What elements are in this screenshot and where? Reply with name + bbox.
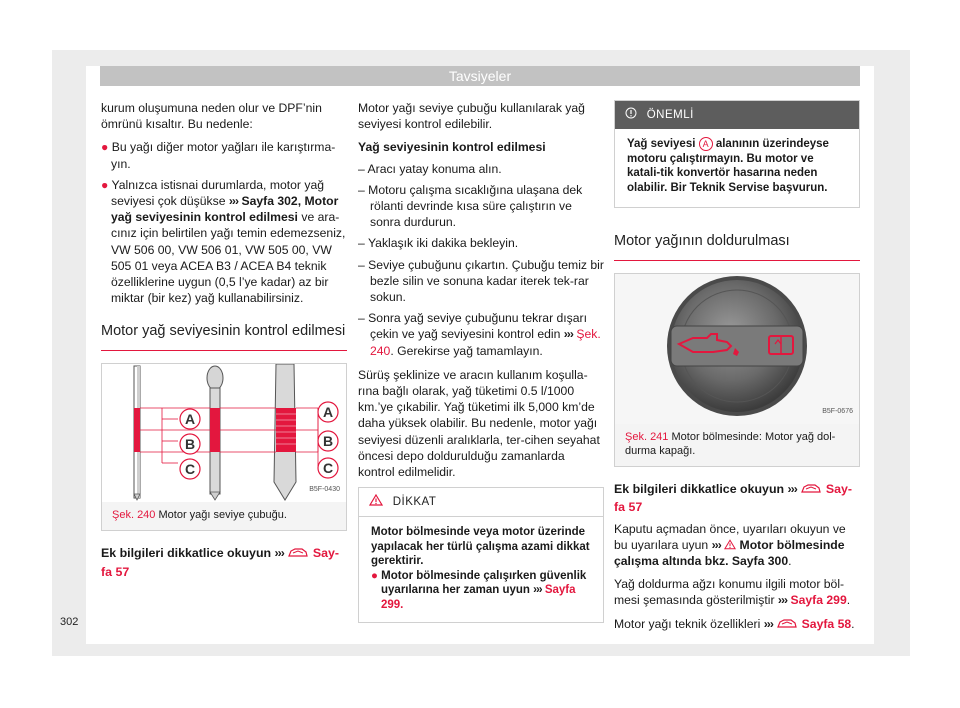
figure-241 [614, 273, 860, 467]
marker-a: A [699, 137, 713, 151]
svg-text:A: A [322, 404, 334, 421]
warning-box [358, 487, 604, 623]
label-circles-right [318, 402, 338, 478]
column-2 [358, 100, 604, 623]
crossref-link[interactable]: Motor bölmesinde çalışma altında bkz. Sayfa 300 [614, 537, 845, 569]
warning-triangle-icon [369, 496, 383, 508]
column-3 [614, 100, 860, 641]
svg-text:B: B [184, 436, 196, 453]
figure-caption: Şek. 241 Motor bölmesinde: Motor yağ dol-durma kapağı. [625, 431, 836, 458]
step-item: – Aracı yatay konuma alın. [358, 161, 502, 176]
bullet-item: ● Motor bölmesinde çalışırken güvenlik uyarılarına her zaman uyun ››› Sayfa 299. [371, 569, 587, 611]
bullet-dot-icon: ● [101, 140, 109, 155]
column-1 [101, 100, 347, 585]
reference-line: Ek bilgileri dikkatlice okuyun ››› Say-fa 57 [101, 546, 340, 579]
section-title: Motor yağının doldurulması [614, 232, 860, 261]
car-book-icon [287, 547, 309, 563]
step-item: – Yaklaşık iki dakika bekleyin. [358, 236, 519, 251]
svg-text:A: A [184, 411, 196, 428]
page-number: 302 [60, 616, 79, 628]
oil-cap-drawing [615, 274, 859, 424]
warning-header: DİKKAT [359, 488, 603, 517]
svg-text:C: C [322, 460, 334, 477]
car-book-icon [776, 618, 798, 634]
warning-triangle-icon [724, 538, 736, 552]
warning-body: Motor bölmesinde veya motor üzerinde yapılacak her türlü çalışma azami dikkat gerektirir. ● Motor bölmesinde çalışırken güvenlik uyarılarına her zaman uyun ››› Sayfa 299. [359, 517, 603, 622]
dipstick-illustration [102, 364, 346, 502]
important-note-box [614, 100, 860, 208]
body-paragraph: Sürüş şeklinize ve aracın kullanım koşulla-rına bağlı olarak, yağ tüketimi 0.5 l/1000 km.’ye çıkabilir. Yağ tüketimi ilk 5,000 km’de daha yüksek olabilir. Bu nedenle, motor yağı seviyesi düzenli aralıklarla, ter-cihen seyahat öncesi depo doldurulduğu zamanlarda kontrol edilmelidir. [358, 367, 600, 480]
step-item: – Seviye çubuğunu çıkartın. Çubuğu temiz bir bezle silin ve sonuna kadar iterek tek-rar sokun. [358, 257, 604, 305]
step-item: – Motoru çalışma sıcaklığına ulaşana dek rölanti devrinde kısa süre çalıştırın ve sonra durdurun. [358, 182, 583, 230]
info-circle-icon [625, 109, 637, 121]
crossref-link[interactable]: Şek. 240 [370, 327, 601, 358]
label-circles-left [180, 409, 200, 479]
bullet-item: ● Yalnızca istisnai durumlarda, motor yağ seviyesi çok düşükse ››› Sayfa 302, Motor yağ seviyesinin kontrol edilmesi ve ara-cınız için belirtilen yağı temin edemezseniz, VW 506 00, VW 506 01, VW 505 00, VW 505 01 veya ACEA B3 / ACEA B4 teknik özelliklerine uygun (0,5 l’ye kadar) az bir miktar (bir kez) yağ kullanabilirsiniz. [101, 177, 346, 306]
crossref-link[interactable]: Say-fa 57 [614, 482, 853, 515]
section-title: Motor yağ seviyesinin kontrol edilmesi [101, 322, 347, 351]
header-title: Tavsiyeler [100, 66, 860, 86]
step-item: – Sonra yağ seviye çubuğunu tekrar dışarı çekin ve yağ seviyesini kontrol edin ››› Şek. 240. Gerekirse yağ tamamlayın. [358, 311, 601, 358]
body-paragraph: Motor yağı teknik özellikleri ››› Sayfa 58. [614, 616, 860, 634]
important-note-header: ÖNEMLİ [615, 101, 859, 129]
crossref-link[interactable]: Sayfa 299 [790, 593, 847, 608]
oil-cap-illustration [615, 274, 859, 424]
ref-arrows: ››› [228, 194, 239, 209]
crossref-link[interactable]: Sayfa 302, Motor yağ seviyesinin kontrol edilmesi [111, 194, 339, 225]
reference-line: Ek bilgileri dikkatlice okuyun ››› Say-fa 57 [614, 482, 853, 515]
svg-text:C: C [184, 461, 196, 478]
subheading: Yağ seviyesinin kontrol edilmesi [358, 140, 546, 155]
figure-code: B5F-0430 [309, 486, 340, 494]
figure-code: B5F-0676 [822, 408, 853, 415]
bullet-dot-icon: ● [371, 569, 378, 582]
bullet-item: ● Bu yağı diğer motor yağları ile karıştırma-yın. [101, 140, 336, 171]
figure-240 [101, 363, 347, 531]
important-note-body: Yağ seviyesi A alanının üzerindeyse motoru çalıştırmayın. Bu motor ve katali-tik konvertör hasarına neden olabilir. Bir Teknik Servise başvurun. [627, 138, 829, 194]
intro-text: kurum oluşumuna neden olur ve DPF’nin ömrünü kısaltır. Bu nedenle: [101, 101, 322, 132]
crossref-link[interactable]: Say-fa 57 [101, 546, 340, 579]
intro-text: Motor yağı seviye çubuğu kullanılarak yağ seviyesi kontrol edilebilir. [358, 101, 585, 132]
car-book-icon [800, 483, 822, 499]
body-paragraph: Kaputu açmadan önce, uyarıları okuyun ve bu uyarılara uyun ››› Motor bölmesinde çalışma altında bkz. Sayfa 300. [614, 521, 846, 569]
crossref-link[interactable]: Sayfa 299. [381, 584, 576, 611]
figure-caption: Şek. 240 Motor yağı seviye çubuğu. [112, 509, 287, 522]
figure-ref: Şek. 241 [625, 431, 669, 444]
crossref-link[interactable]: Sayfa 58 [801, 616, 852, 631]
svg-text:B: B [322, 433, 334, 450]
bullet-dot-icon: ● [101, 177, 109, 192]
body-paragraph: Yağ doldurma ağzı konumu ilgili motor böl-mesi şemasında gösterilmiştir ››› Sayfa 299. [614, 577, 851, 608]
figure-ref: Şek. 240 [112, 509, 156, 522]
